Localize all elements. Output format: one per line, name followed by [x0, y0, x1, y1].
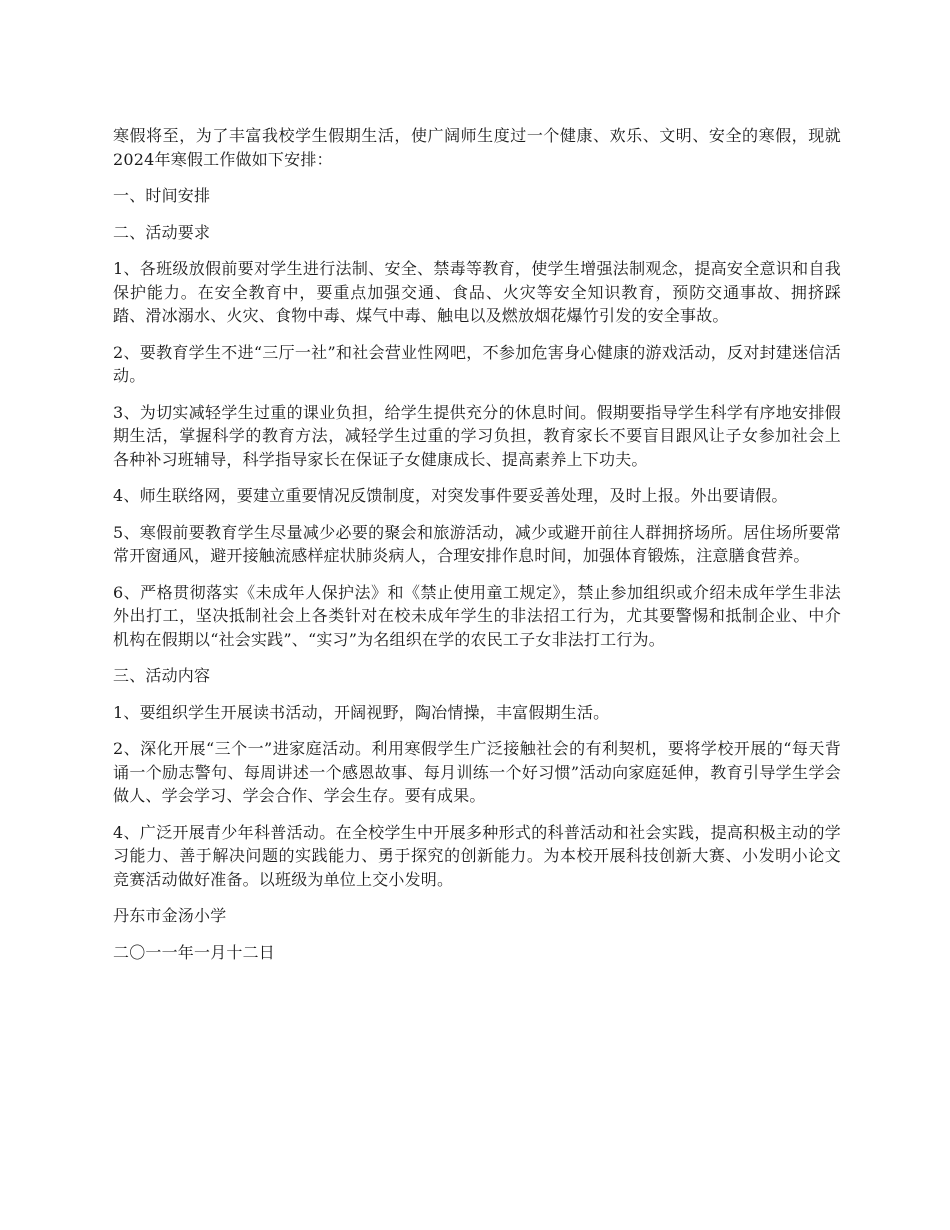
requirement-3: 3、为切实减轻学生过重的课业负担，给学生提供充分的休息时间。假期要指导学生科学有序地安排假期生活，掌握科学的教育方法，减轻学生过重的学习负担，教育家长不要盲目跟风让子女参加社会上各种补习班辅导，科学指导家长在保证子女健康成长、提高素养上下功夫。 [113, 402, 841, 469]
activity-2: 2、深化开展“三个一”进家庭活动。利用寒假学生广泛接触社会的有利契机，要将学校开展的“每天背诵一个励志警句、每周讲述一个感恩故事、每月训练一个好习惯”活动向家庭延伸，教育引导学生学会做人、学会学习、学会合作、学会生存。要有成果。 [113, 739, 841, 805]
document-page [113, 124, 841, 977]
intro-paragraph: 寒假将至，为了丰富我校学生假期生活，使广阔师生度过一个健康、欢乐、文明、安全的寒假，现就2024年寒假工作做如下安排： [113, 126, 841, 169]
requirement-2: 2、要教育学生不进“三厅一社”和社会营业性网吧，不参加危害身心健康的游戏活动，反对封建迷信活动。 [113, 342, 841, 385]
requirement-1: 1、各班级放假前要对学生进行法制、安全、禁毒等教育，使学生增强法制观念，提高安全意识和自我保护能力。在安全教育中，要重点加强交通、食品、火灾等安全知识教育，预防交通事故、拥挤踩踏、滑冰溺水、火灾、食物中毒、煤气中毒、触电以及燃放烟花爆竹引发的安全事故。 [113, 259, 841, 325]
signature-school: 丹东市金汤小学 [113, 906, 227, 925]
activity-4: 4、广泛开展青少年科普活动。在全校学生中开展多种形式的科普活动和社会实践，提高积极主动的学习能力、善于解决问题的实践能力、勇于探究的创新能力。为本校开展科技创新大赛、小发明小论文竞赛活动做好准备。以班级为单位上交小发明。 [113, 822, 841, 889]
section-heading-requirements: 二、活动要求 [113, 222, 211, 242]
requirement-6: 6、严格贯彻落实《未成年人保护法》和《禁止使用童工规定》，禁止参加组织或介绍未成年学生非法外出打工，坚决抵制社会上各类针对在校未成年学生的非法招工行为，尤其要警惕和抵制企业、中介机构在假期以“社会实践”、“实习”为名组织在学的农民工子女非法打工行为。 [113, 582, 841, 649]
signature-date: 二〇一一年一月十二日 [113, 942, 276, 962]
requirement-5: 5、寒假前要教育学生尽量减少必要的聚会和旅游活动，减少或避开前往人群拥挤场所。居住场所要常常开窗通风，避开接触流感样症状肺炎病人，合理安排作息时间，加强体育锻炼，注意膳食营养。 [113, 522, 841, 565]
activity-1: 1、要组织学生开展读书活动，开阔视野，陶冶情操，丰富假期生活。 [113, 702, 610, 722]
requirement-4: 4、师生联络网，要建立重要情况反馈制度，对突发事件要妥善处理，及时上报。外出要请假。 [113, 486, 788, 505]
section-heading-time: 一、时间安排 [113, 186, 211, 205]
section-heading-content: 三、活动内容 [113, 666, 211, 685]
